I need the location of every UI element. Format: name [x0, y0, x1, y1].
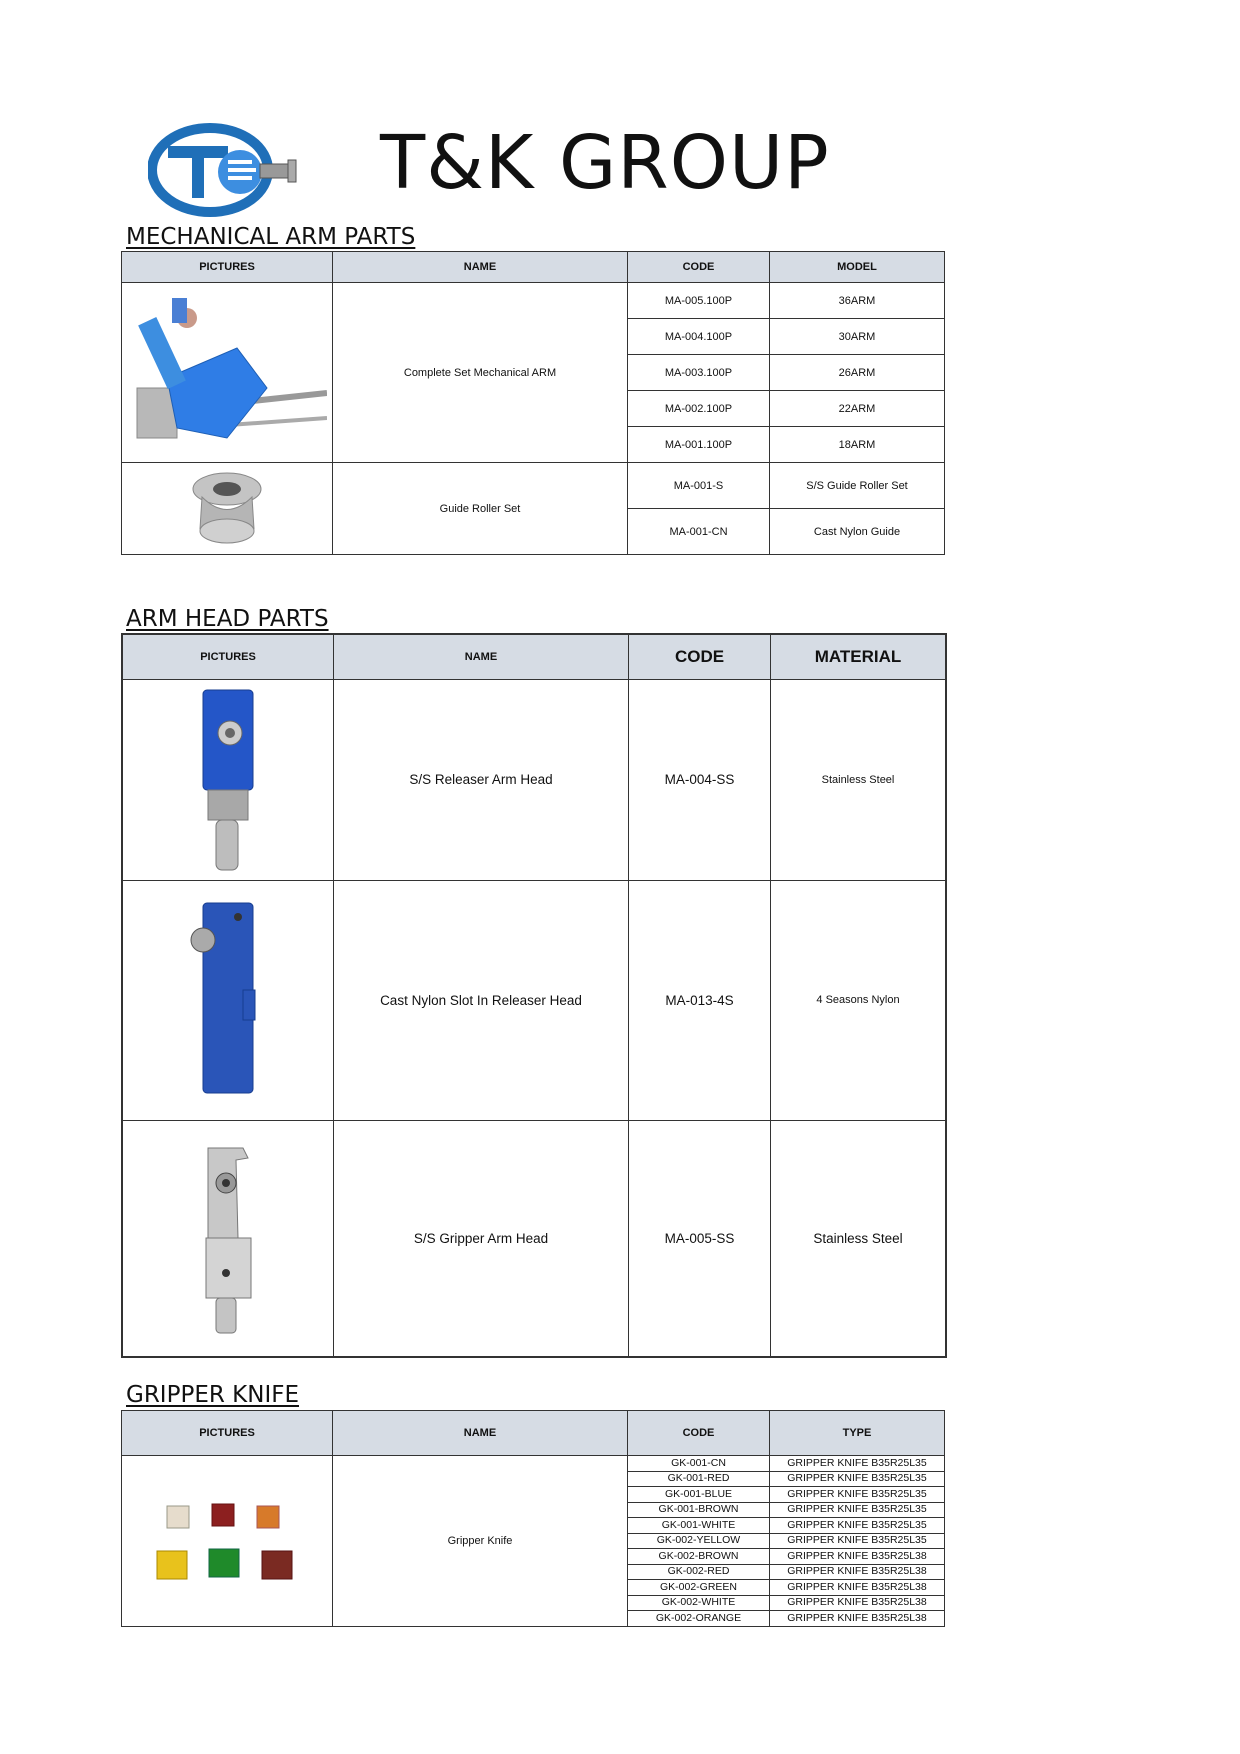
item-code: MA-001.100P [628, 427, 770, 463]
section-title-gripper: GRIPPER KNIFE [126, 1382, 299, 1408]
item-type: GRIPPER KNIFE B35R25L38 [770, 1611, 945, 1627]
item-name: Cast Nylon Slot In Releaser Head [334, 880, 629, 1120]
item-code: MA-005-SS [629, 1120, 771, 1357]
item-code: GK-002-WHITE [628, 1595, 770, 1611]
item-code: GK-001-RED [628, 1471, 770, 1487]
item-type: GRIPPER KNIFE B35R25L35 [770, 1502, 945, 1518]
item-type: GRIPPER KNIFE B35R25L38 [770, 1564, 945, 1580]
col-header-type: TYPE [770, 1411, 945, 1456]
col-header-pictures: PICTURES [122, 1411, 333, 1456]
item-material: Stainless Steel [771, 679, 947, 880]
col-header-code: CODE [628, 1411, 770, 1456]
item-name: S/S Gripper Arm Head [334, 1120, 629, 1357]
col-header-code: CODE [629, 634, 771, 679]
item-code: GK-002-YELLOW [628, 1533, 770, 1549]
item-model: 36ARM [770, 283, 945, 319]
gripper-arm-head-photo-icon [188, 1138, 268, 1338]
item-code: MA-003.100P [628, 355, 770, 391]
item-code: MA-013-4S [629, 880, 771, 1120]
item-material: Stainless Steel [771, 1120, 947, 1357]
item-type: GRIPPER KNIFE B35R25L38 [770, 1580, 945, 1596]
item-type: GRIPPER KNIFE B35R25L35 [770, 1471, 945, 1487]
guide-roller-photo-icon [182, 467, 272, 551]
nylon-releaser-head-photo-icon [183, 895, 273, 1105]
item-code: GK-001-WHITE [628, 1518, 770, 1534]
col-header-code: CODE [628, 252, 770, 283]
mechanical-table [121, 251, 945, 555]
item-model: 18ARM [770, 427, 945, 463]
item-model: Cast Nylon Guide [770, 509, 945, 555]
item-type: GRIPPER KNIFE B35R25L35 [770, 1487, 945, 1503]
item-code: MA-004.100P [628, 319, 770, 355]
item-model: 30ARM [770, 319, 945, 355]
item-code: GK-001-BROWN [628, 1502, 770, 1518]
item-code: MA-001-S [628, 463, 770, 509]
item-type: GRIPPER KNIFE B35R25L35 [770, 1518, 945, 1534]
item-name: S/S Releaser Arm Head [334, 679, 629, 880]
item-model: S/S Guide Roller Set [770, 463, 945, 509]
col-header-name: NAME [333, 252, 628, 283]
picture-cell [122, 679, 334, 880]
armhead-table [121, 633, 947, 1358]
item-code: GK-001-BLUE [628, 1487, 770, 1503]
item-code: MA-004-SS [629, 679, 771, 880]
item-name: Complete Set Mechanical ARM [333, 283, 628, 463]
gripper-knives-photo-icon [147, 1486, 307, 1596]
picture-cell [122, 283, 333, 463]
col-header-model: MODEL [770, 252, 945, 283]
item-code: MA-005.100P [628, 283, 770, 319]
col-header-name: NAME [333, 1411, 628, 1456]
item-code: GK-002-BROWN [628, 1549, 770, 1565]
item-code: GK-002-RED [628, 1564, 770, 1580]
col-header-pictures: PICTURES [122, 252, 333, 283]
picture-cell [122, 880, 334, 1120]
picture-cell [122, 1120, 334, 1357]
item-code: GK-002-GREEN [628, 1580, 770, 1596]
item-code: GK-001-CN [628, 1456, 770, 1472]
section-title-armhead: ARM HEAD PARTS [126, 606, 329, 632]
col-header-pictures: PICTURES [122, 634, 334, 679]
item-type: GRIPPER KNIFE B35R25L35 [770, 1456, 945, 1472]
item-type: GRIPPER KNIFE B35R25L38 [770, 1549, 945, 1565]
col-header-name: NAME [334, 634, 629, 679]
picture-cell [122, 1456, 333, 1627]
item-code: GK-002-ORANGE [628, 1611, 770, 1627]
brand-title: T&K GROUP [380, 120, 830, 206]
item-name: Guide Roller Set [333, 463, 628, 555]
picture-cell [122, 463, 333, 555]
col-header-material: MATERIAL [771, 634, 947, 679]
section-title-mechanical: MECHANICAL ARM PARTS [126, 224, 416, 250]
item-type: GRIPPER KNIFE B35R25L38 [770, 1595, 945, 1611]
item-code: MA-002.100P [628, 391, 770, 427]
item-material: 4 Seasons Nylon [771, 880, 947, 1120]
item-type: GRIPPER KNIFE B35R25L35 [770, 1533, 945, 1549]
releaser-arm-head-photo-icon [188, 685, 268, 875]
tk-logo-icon [148, 122, 308, 218]
item-code: MA-001-CN [628, 509, 770, 555]
item-name: Gripper Knife [333, 1456, 628, 1627]
gripper-table [121, 1410, 945, 1627]
mechanical-arm-photo-icon [127, 288, 327, 458]
item-model: 26ARM [770, 355, 945, 391]
item-model: 22ARM [770, 391, 945, 427]
